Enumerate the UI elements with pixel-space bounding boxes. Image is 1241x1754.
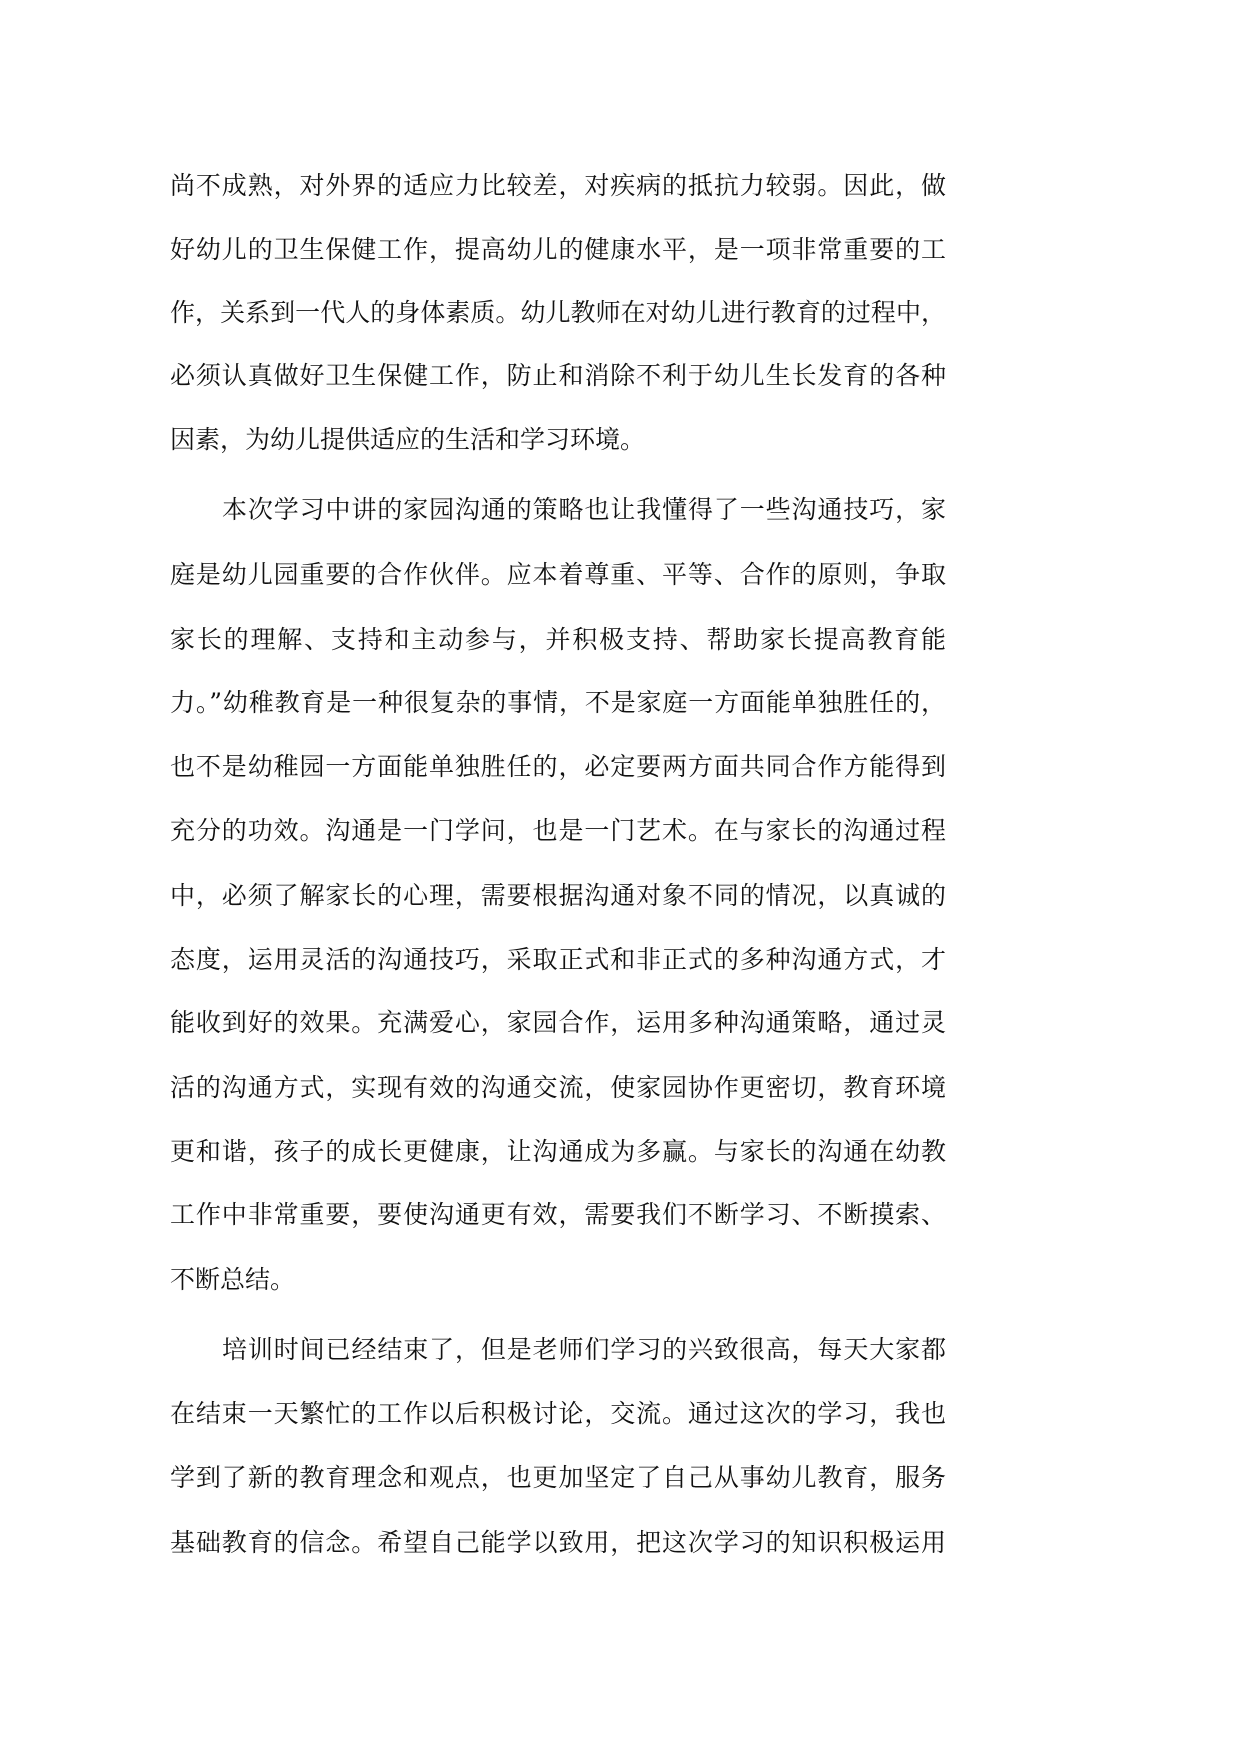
text-line: 在结束一天繁忙的工作以后积极讨论，交流。通过这次的学习，我也 — [170, 1399, 946, 1428]
text-line: 好幼儿的卫生保健工作，提高幼儿的健康水平，是一项非常重要的工 — [170, 235, 946, 264]
text-line: 庭是幼儿园重要的合作伙伴。应本着尊重、平等、合作的原则，争取 — [170, 560, 946, 589]
text-line: 必须认真做好卫生保健工作，防止和消除不利于幼儿生长发育的各种 — [170, 361, 946, 390]
text-line: 作，关系到一代人的身体素质。幼儿教师在对幼儿进行教育的过程中， — [170, 298, 946, 327]
text-line: 家长的理解、支持和主动参与，并积极支持、帮助家长提高教育能 — [170, 625, 946, 654]
text-line: 力。”幼稚教育是一种很复杂的事情，不是家庭一方面能单独胜任的， — [170, 688, 946, 717]
text-line: 尚不成熟，对外界的适应力比较差，对疾病的抵抗力较弱。因此，做 — [170, 171, 946, 200]
text-line: 中，必须了解家长的心理，需要根据沟通对象不同的情况，以真诚的 — [170, 881, 946, 910]
text-line: 能收到好的效果。充满爱心，家园合作，运用多种沟通策略，通过灵 — [170, 1008, 946, 1037]
text-line: 更和谐，孩子的成长更健康，让沟通成为多赢。与家长的沟通在幼教 — [170, 1137, 946, 1166]
text-line: 因素，为幼儿提供适应的生活和学习环境。 — [170, 425, 646, 454]
text-line: 活的沟通方式，实现有效的沟通交流，使家园协作更密切，教育环境 — [170, 1073, 946, 1102]
text-line: 不断总结。 — [170, 1265, 296, 1294]
text-line: 也不是幼稚园一方面能单独胜任的，必定要两方面共同合作方能得到 — [170, 752, 946, 781]
text-line: 学到了新的教育理念和观点，也更加坚定了自己从事幼儿教育，服务 — [170, 1463, 946, 1492]
text-line: 基础教育的信念。希望自己能学以致用，把这次学习的知识积极运用 — [170, 1528, 946, 1557]
text-line: 培训时间已经结束了，但是老师们学习的兴致很高，每天大家都 — [222, 1335, 946, 1364]
text-line: 工作中非常重要，要使沟通更有效，需要我们不断学习、不断摸索、 — [170, 1200, 946, 1229]
text-line: 态度，运用灵活的沟通技巧，采取正式和非正式的多种沟通方式，才 — [170, 945, 946, 974]
text-line: 本次学习中讲的家园沟通的策略也让我懂得了一些沟通技巧，家 — [222, 495, 946, 524]
text-line: 充分的功效。沟通是一门学问，也是一门艺术。在与家长的沟通过程 — [170, 816, 946, 845]
